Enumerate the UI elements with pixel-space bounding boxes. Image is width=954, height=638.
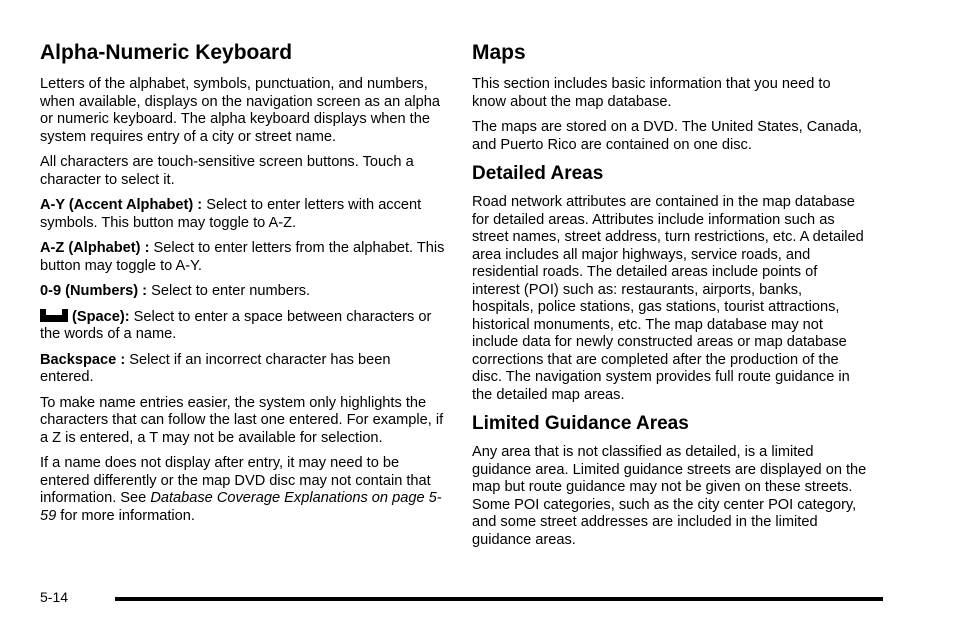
- page-number: 5-14: [40, 589, 69, 605]
- limited-guidance-heading: Limited Guidance Areas: [472, 413, 689, 434]
- space-key-icon: [40, 309, 68, 322]
- name-entry-text-after: for more information.: [56, 507, 195, 524]
- accent-alphabet-item: [40, 197, 445, 232]
- detailed-areas-paragraph: Road network attributes are contained in the map database for detailed areas. Attributes include information such as street names, street address, turn restrictions, etc. A detailed area includes all major highways, service roads, and residential roads. The detailed areas include points of interest (POI) such as: restaurants, airports, banks, hospitals, police stations, gas stations, tourist attractions, historical monuments, etc. The map database may not include data for newly constructed areas or map database corrections that are completed after the production of the disc. The navigation system provides full route guidance in the detailed map areas.: [472, 194, 864, 403]
- alphabet-item: [40, 240, 445, 275]
- backspace-text: Select if an incorrect character has been entered.: [40, 351, 391, 385]
- left-column: [40, 40, 445, 533]
- highlight-paragraph: To make name entries easier, the system only highlights the characters that can follow the last one entered. For example, if a Z is entered, a T may not be available for selection.: [40, 394, 444, 446]
- numbers-item: [40, 283, 445, 301]
- backspace-item: [40, 352, 445, 387]
- maps-dvd-paragraph: The maps are stored on a DVD. The United States, Canada, and Puerto Rico are contained on one disc.: [472, 119, 862, 153]
- alphabet-text: Select to enter letters from the alphabet. This button may toggle to A-Y.: [40, 240, 445, 274]
- backspace-term: Backspace :: [40, 351, 126, 368]
- keyboard-intro-paragraph: Letters of the alphabet, symbols, punctuation, and numbers, when available, displays on the navigation screen as an alpha or numeric keyboard. The alpha keyboard displays when the system requires entry of a city or street name.: [40, 76, 440, 145]
- name-entry-text-before: If a name does not display after entry, it may need to be entered differently or the map DVD disc may not contain that information. See: [40, 455, 431, 506]
- alphabet-term: A-Z (Alphabet) :: [40, 240, 150, 256]
- numbers-term: 0-9 (Numbers) :: [40, 283, 148, 299]
- space-item: [40, 309, 445, 344]
- space-term: (Space):: [72, 308, 130, 325]
- maps-intro-paragraph: This section includes basic information that you need to know about the map database.: [472, 76, 831, 110]
- detailed-areas-heading: Detailed Areas: [472, 163, 604, 184]
- accent-alphabet-term: A-Y (Accent Alphabet) :: [40, 197, 203, 213]
- right-column: [472, 40, 867, 557]
- alpha-numeric-keyboard-heading: Alpha-Numeric Keyboard: [40, 41, 293, 64]
- numbers-text: Select to enter numbers.: [147, 283, 311, 299]
- database-coverage-reference: Database Coverage Explanations on page 5-59: [40, 490, 442, 524]
- footer-rule: [115, 597, 883, 601]
- accent-alphabet-text: Select to enter letters with accent symbols. This button may toggle to A-Z.: [40, 197, 422, 231]
- maps-heading: Maps: [472, 41, 526, 64]
- limited-guidance-paragraph: Any area that is not classified as detailed, is a limited guidance area. Limited guidance streets are displayed on the map but route guidance may not be given on these streets. Some POI categories, such as the city center POI category, and some street addresses are included in the limited guidance areas.: [472, 444, 867, 548]
- name-entry-paragraph: [40, 455, 445, 525]
- space-text: Select to enter a space between characters or the words of a name.: [40, 308, 432, 342]
- touch-sensitive-paragraph: All characters are touch-sensitive screen buttons. Touch a character to select it.: [40, 154, 414, 188]
